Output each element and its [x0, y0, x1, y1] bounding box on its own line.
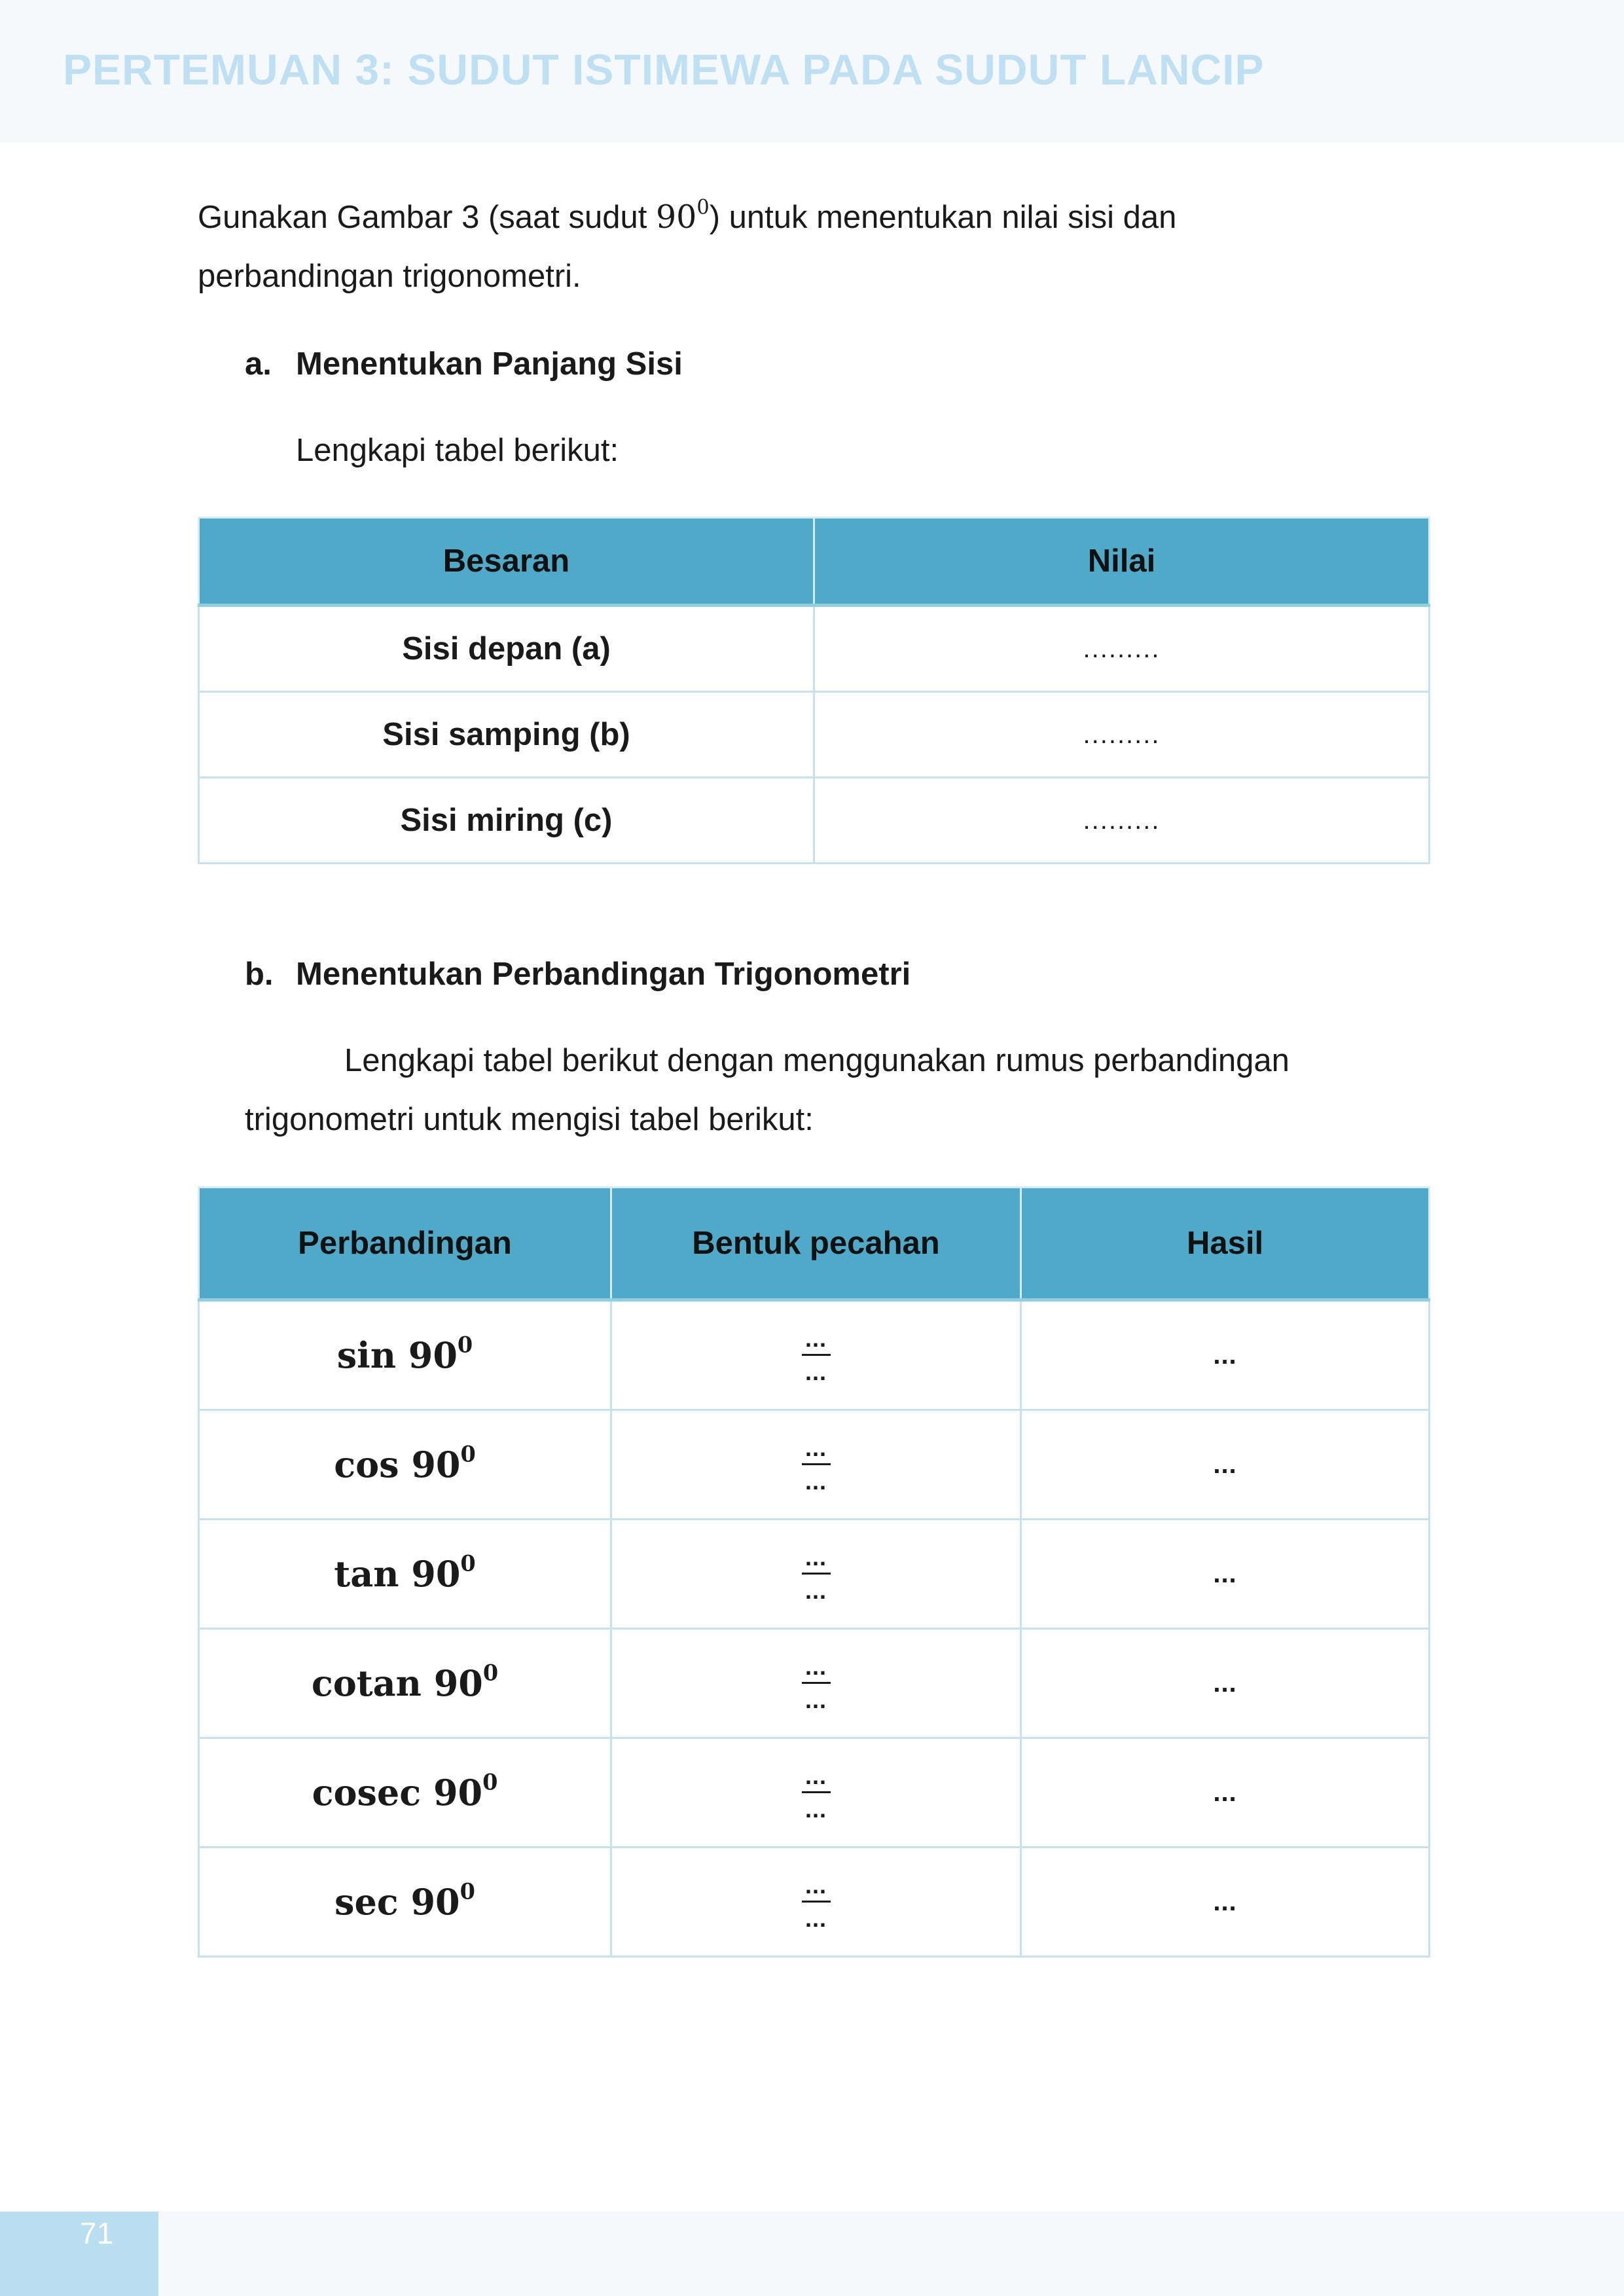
table-row [199, 1410, 1430, 1520]
table-row [199, 1520, 1430, 1629]
denominator: ... [804, 1904, 827, 1932]
row-value: ......... [814, 606, 1430, 692]
intro-text-after: ) untuk menentukan nilai sisi dan [709, 200, 1177, 235]
trig-name: cotan 90 [311, 1662, 483, 1704]
hasil-value: ... [1021, 1410, 1430, 1520]
trig-function [199, 1410, 611, 1520]
fraction [802, 1434, 831, 1495]
footer-band [0, 2212, 1624, 2296]
table-header-row [199, 518, 1430, 606]
table-perbandingan-trigonometri [198, 1186, 1430, 1958]
fraction-cell [611, 1848, 1021, 1957]
denominator: ... [804, 1358, 827, 1385]
numerator: ... [804, 1762, 827, 1789]
numerator: ... [804, 1434, 827, 1461]
numerator: ... [804, 1871, 827, 1899]
section-b-instruction-1: Lengkapi tabel berikut dengan menggunakan rumus perbandingan [344, 1043, 1290, 1078]
intro-line-2: perbandingan trigonometri. [198, 259, 581, 294]
denominator: ... [804, 1686, 827, 1713]
section-b-marker: b. [245, 957, 274, 992]
hasil-value: ... [1021, 1738, 1430, 1848]
row-label: Sisi miring (c) [199, 778, 814, 864]
numerator: ... [804, 1543, 827, 1571]
numerator: ... [804, 1652, 827, 1680]
degree-exponent: 0 [460, 1878, 475, 1904]
table-row [199, 692, 1430, 778]
trig-name: sec 90 [334, 1881, 460, 1923]
table-row [199, 1738, 1430, 1848]
trig-function [199, 1520, 611, 1629]
denominator: ... [804, 1576, 827, 1604]
fraction [802, 1543, 831, 1604]
numerator: ... [804, 1324, 827, 1352]
degree-exponent: 0 [482, 1660, 499, 1686]
degree-exponent: 0 [460, 1441, 476, 1467]
fraction-bar [802, 1901, 831, 1903]
section-b-heading: Menentukan Perbandingan Trigonometri [296, 957, 911, 992]
hasil-value: ... [1021, 1520, 1430, 1629]
hasil-value: ... [1021, 1300, 1430, 1410]
row-label: Sisi depan (a) [199, 606, 814, 692]
trig-name: cos 90 [334, 1444, 461, 1485]
hasil-value: ... [1021, 1848, 1430, 1957]
section-a-marker: a. [245, 346, 272, 382]
header-besaran: Besaran [199, 518, 814, 606]
fraction-bar [802, 1354, 831, 1356]
fraction-bar [802, 1573, 831, 1575]
row-value: ......... [814, 692, 1430, 778]
fraction-cell [611, 1410, 1021, 1520]
degree-exponent: 0 [460, 1550, 476, 1576]
fraction-cell [611, 1629, 1021, 1738]
intro-line-1 [198, 187, 1176, 247]
trig-function [199, 1629, 611, 1738]
trig-name: tan 90 [334, 1553, 461, 1595]
table-row [199, 1300, 1430, 1410]
denominator: ... [804, 1467, 827, 1495]
fraction [802, 1324, 831, 1385]
fraction-cell [611, 1300, 1021, 1410]
header-perbandingan: Perbandingan [199, 1188, 611, 1300]
row-value: ......... [814, 778, 1430, 864]
page-number-box [0, 2212, 158, 2296]
trig-function [199, 1738, 611, 1848]
fraction-bar [802, 1791, 831, 1793]
table-row [199, 778, 1430, 864]
degree-exponent: 0 [457, 1332, 473, 1358]
degree-exponent: 0 [482, 1769, 498, 1795]
table-row [199, 1848, 1430, 1957]
row-label: Sisi samping (b) [199, 692, 814, 778]
table-header-row [199, 1188, 1430, 1300]
table-row [199, 1629, 1430, 1738]
section-a-instruction: Lengkapi tabel berikut: [296, 433, 619, 468]
intro-text-before: Gunakan Gambar 3 (saat sudut [198, 200, 656, 235]
fraction [802, 1652, 831, 1713]
hasil-value: ... [1021, 1629, 1430, 1738]
fraction-bar [802, 1682, 831, 1684]
fraction [802, 1762, 831, 1823]
intro-angle [656, 198, 710, 236]
fraction [802, 1871, 831, 1932]
section-b-instruction-2: trigonometri untuk mengisi tabel berikut: [245, 1102, 814, 1137]
header-bentuk-pecahan: Bentuk pecahan [611, 1188, 1021, 1300]
table-panjang-sisi [198, 517, 1430, 864]
page-title: PERTEMUAN 3: SUDUT ISTIMEWA PADA SUDUT LANCIP [63, 45, 1265, 94]
trig-name: sin 90 [336, 1334, 458, 1376]
fraction-bar [802, 1463, 831, 1465]
intro-angle-exponent: 0 [696, 196, 710, 219]
page-number: 71 [80, 2216, 114, 2250]
fraction-cell [611, 1520, 1021, 1629]
trig-function [199, 1848, 611, 1957]
trig-function [199, 1300, 611, 1410]
table-row [199, 606, 1430, 692]
section-a-heading: Menentukan Panjang Sisi [296, 346, 683, 382]
denominator: ... [804, 1795, 827, 1823]
intro-angle-value: 90 [656, 198, 697, 236]
header-hasil: Hasil [1021, 1188, 1430, 1300]
trig-name: cosec 90 [312, 1772, 483, 1813]
fraction-cell [611, 1738, 1021, 1848]
header-nilai: Nilai [814, 518, 1430, 606]
